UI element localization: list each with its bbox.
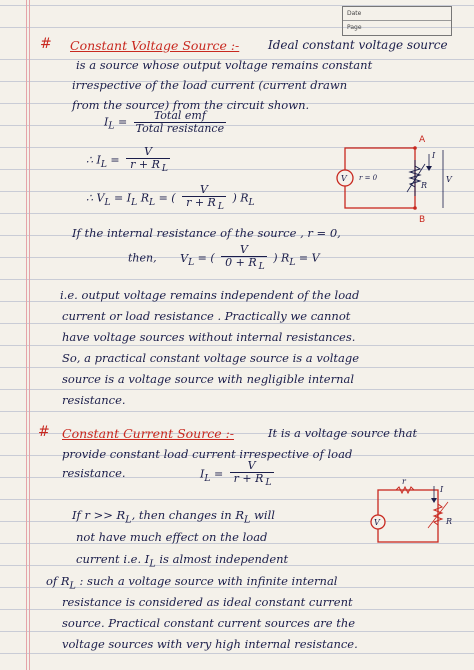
text-line: If $r >> R_L$, then changes in $R_L$ will	[72, 508, 275, 526]
section-hash: #	[38, 424, 50, 440]
text-line: resistance is considered as ideal constant current	[62, 595, 353, 609]
label-v: V	[374, 518, 380, 527]
text-line: resistance.	[62, 393, 126, 407]
text-line: is a source whose output voltage remains constant	[76, 58, 373, 72]
text-line: not have much effect on the load	[76, 530, 268, 544]
circuit-diagram-current-source	[362, 478, 462, 558]
equation-current: $I_L$ = $\frac{V}{r + R _L}$	[200, 459, 272, 489]
text-line: If the internal resistance of the source , r = 0,	[72, 226, 341, 240]
label-vl: V	[446, 175, 452, 184]
equation-1: $I_L$ = $\frac{\text{Total emf}}{\text{Total resistance}}$	[104, 109, 225, 135]
label-rl: R	[446, 517, 453, 526]
label-rl: R	[421, 181, 428, 190]
text-line: So, a practical constant voltage source is a voltage	[62, 351, 360, 365]
page-label: Page	[347, 24, 362, 31]
text-line: source. Practical constant current sources are the	[62, 616, 356, 630]
text-line: current i.e. $I_L$ is almost independent	[76, 552, 289, 570]
label-i: I	[440, 485, 444, 494]
section-hash: #	[40, 36, 52, 52]
text-line: voltage sources with very high internal resistance.	[62, 637, 358, 651]
circuit-diagram-voltage-source	[325, 128, 455, 228]
section-title-voltage: Constant Voltage Source :-	[70, 38, 240, 53]
label-v: V	[341, 174, 347, 183]
section-title-current: Constant Current Source :-	[62, 426, 235, 441]
text-line: It is a voltage source that	[268, 426, 418, 440]
date-page-box	[342, 6, 452, 36]
text-line: source is a voltage source with negligible internal	[62, 372, 355, 386]
text-line: provide constant load current irrespective of load	[62, 447, 353, 461]
label-a: A	[419, 135, 426, 145]
text-line: have voltage sources without internal resistances.	[62, 330, 356, 344]
label-b: B	[419, 215, 426, 225]
label-r: r	[402, 478, 406, 486]
text-line: current or load resistance . Practically we cannot	[62, 309, 351, 323]
equation-3: ∴ $V_L = I_L$ $R_L$ = ( $\frac{V}{r + R _L}$ ) $R_L$	[86, 183, 255, 213]
text-line: irrespective of the load current (current drawn	[72, 78, 348, 92]
text-line: Ideal constant voltage source	[268, 38, 448, 52]
text-line: of $R_L$ : such a voltage source with infinite internal	[46, 574, 338, 592]
equation-2: ∴ $I_L$ = $\frac{V}{r + R _L}$	[86, 145, 169, 175]
margin-line	[29, 0, 30, 670]
date-label: Date	[343, 7, 451, 21]
margin-line	[26, 0, 27, 670]
equation-5: then, $V_L$ = ( $\frac{V}{0 + R _L}$ ) $R_L = V$	[128, 243, 320, 273]
label-r: r = 0	[359, 174, 378, 182]
text-line: resistance.	[62, 466, 126, 480]
text-line: i.e. output voltage remains independent of the load	[60, 288, 360, 302]
label-i: I	[432, 151, 436, 160]
text-line: from the source) from the circuit shown.	[72, 98, 310, 112]
